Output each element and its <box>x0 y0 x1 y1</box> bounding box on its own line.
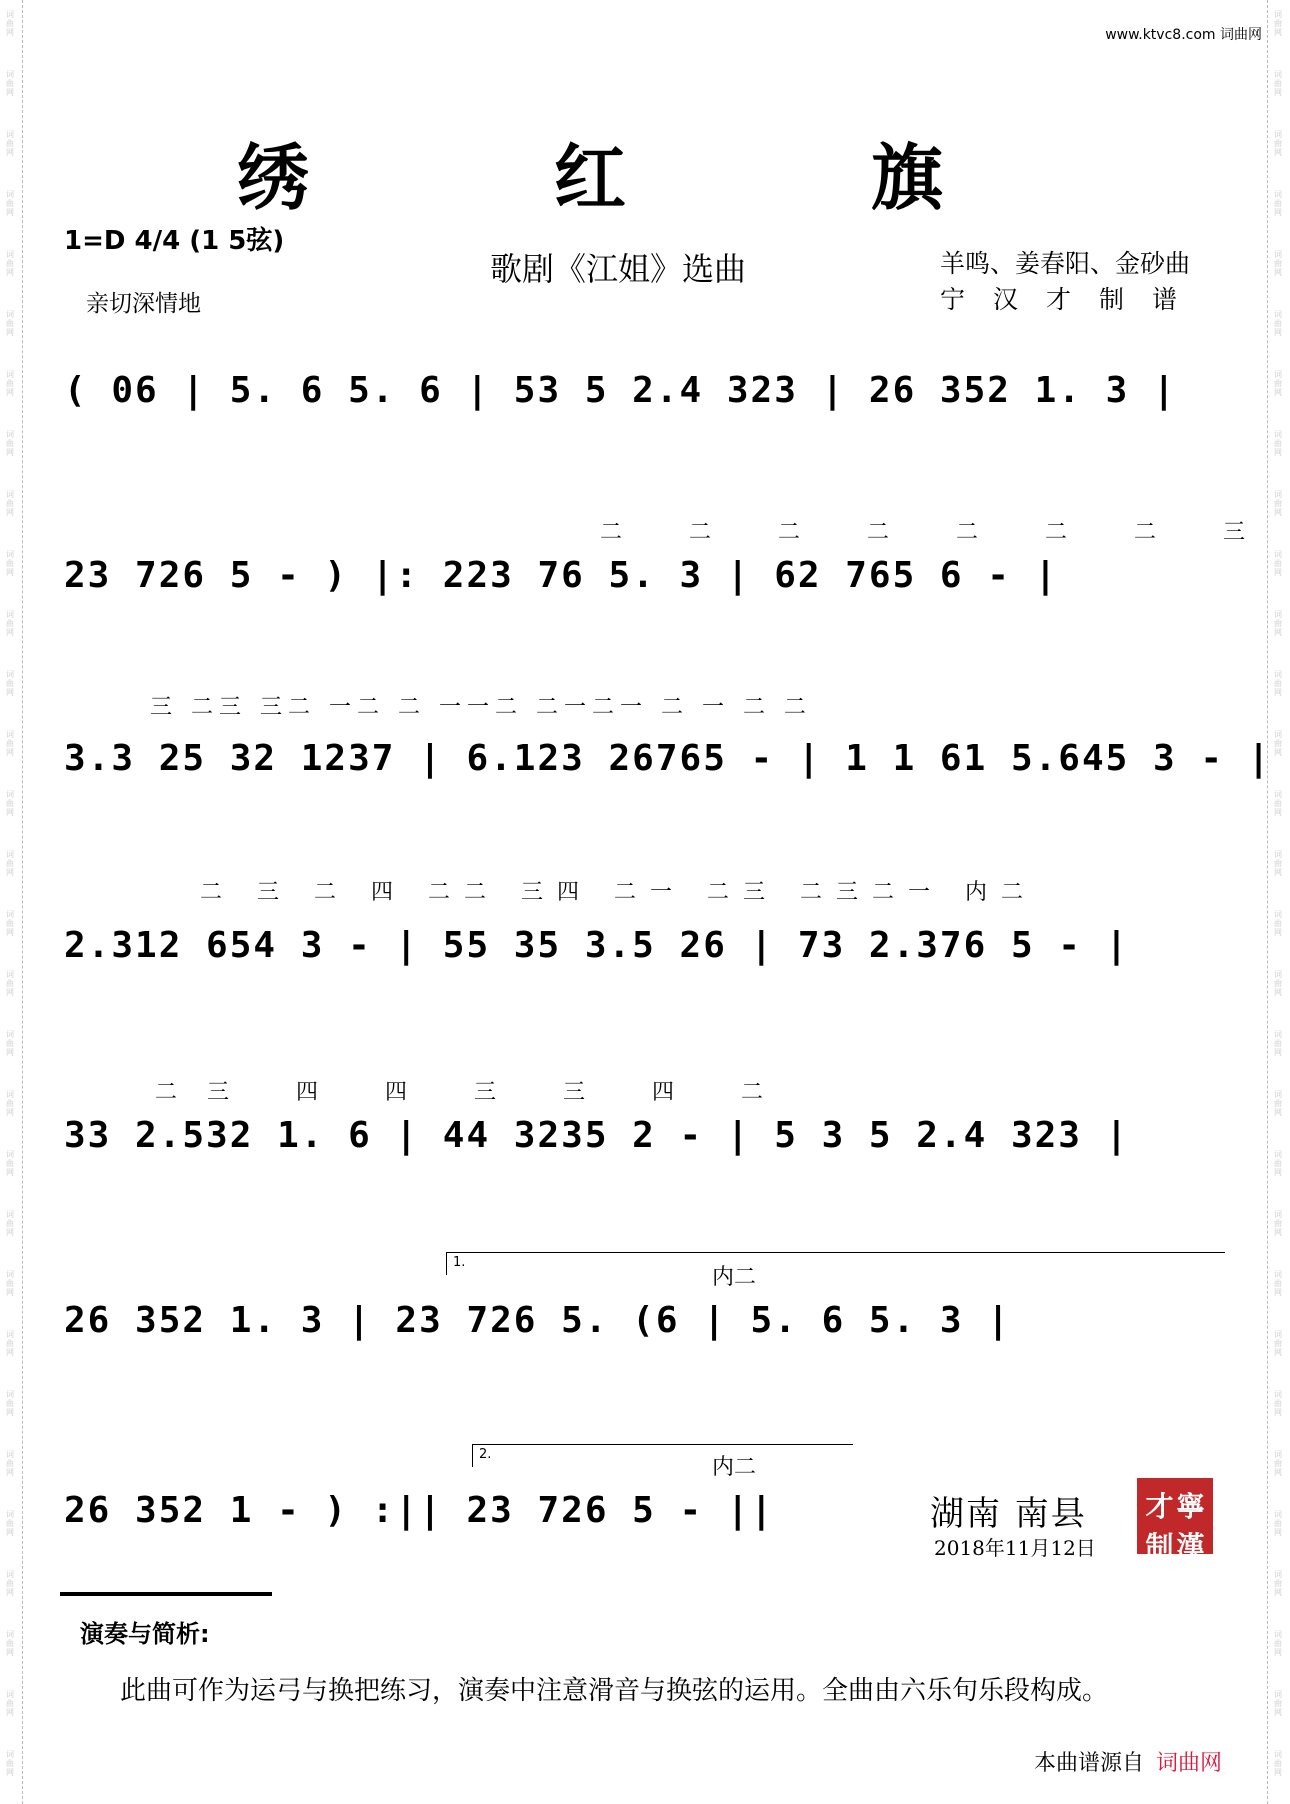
score-line-4 <box>0 875 1290 995</box>
watermark-text: 词曲网 <box>6 550 14 577</box>
watermark-text: 词曲网 <box>6 1450 14 1477</box>
volta-2-label: 2. <box>479 1447 492 1462</box>
notes-divider <box>60 1592 272 1596</box>
watermark-text: 词曲网 <box>6 850 14 877</box>
footer-credit <box>1034 1746 1222 1777</box>
watermark-text: 词曲网 <box>1274 1090 1282 1117</box>
name-seal <box>1137 1478 1213 1563</box>
watermark-text: 词曲网 <box>6 250 14 277</box>
score-line-5 <box>0 1065 1290 1185</box>
watermark-text: 词曲网 <box>6 670 14 697</box>
watermark-text: 词曲网 <box>6 10 14 37</box>
score-line-6-marks: 内二 <box>712 1265 757 1290</box>
score-line-5-notes: 33 2.532 1. 6 | 44 3235 2 - | 5 3 5 2.4 323 | <box>64 1115 1130 1156</box>
volta-1-label: 1. <box>453 1255 466 1270</box>
watermark-text: 词曲网 <box>6 1090 14 1117</box>
watermark-text: 词曲网 <box>1274 370 1282 397</box>
watermark-text: 词曲网 <box>6 910 14 937</box>
watermark-text: 词曲网 <box>6 1270 14 1297</box>
watermark-text: 词曲网 <box>6 1510 14 1537</box>
score-line-6 <box>0 1250 1290 1370</box>
watermark-text: 词曲网 <box>1274 910 1282 937</box>
score-line-1-notes: ( 06 | 5. 6 5. 6 | 53 5 2.4 323 | 26 352 1. 3 | <box>64 370 1177 411</box>
score-line-6-notes: 26 352 1. 3 | 23 726 5. (6 | 5. 6 5. 3 | <box>64 1300 1011 1341</box>
site-url[interactable]: www.ktvc8.com 词曲网 <box>1105 27 1262 43</box>
watermark-text: 词曲网 <box>1274 130 1282 157</box>
watermark-text: 词曲网 <box>1274 250 1282 277</box>
watermark-text: 词曲网 <box>1274 790 1282 817</box>
watermark-text: 词曲网 <box>6 1750 14 1777</box>
score-line-3-notes: 3.3 25 32 1237 | 6.123 26765 - | 1 1 61 5.645 3 - | <box>64 738 1272 779</box>
watermark-text: 词曲网 <box>1274 1630 1282 1657</box>
watermark-text: 词曲网 <box>1274 1150 1282 1177</box>
watermark-text: 词曲网 <box>1274 1510 1282 1537</box>
notes-heading: 演奏与简析: <box>80 1620 210 1648</box>
score-line-7-notes: 26 352 1 - ) :|| 23 726 5 - || <box>64 1490 775 1531</box>
watermark-text: 词曲网 <box>1274 1210 1282 1237</box>
signature-date: 2018年11月12日 <box>934 1536 1096 1560</box>
watermark-text: 词曲网 <box>6 490 14 517</box>
watermark-text: 词曲网 <box>6 790 14 817</box>
score-line-4-marks: 二 三 二 四 二二 三四 二一 二三 二三二一 内二 <box>200 880 1037 905</box>
arranger-credit: 宁汉才制谱 <box>940 285 1206 314</box>
key-signature: 1=D 4/4 (1 5弦) <box>64 226 285 256</box>
score-line-4-notes: 2.312 654 3 - | 55 35 3.5 26 | 73 2.376 5 - | <box>64 925 1130 966</box>
watermark-text: 词曲网 <box>1274 850 1282 877</box>
source-note: 歌剧《江姐》选曲 <box>490 250 747 288</box>
watermark-text: 词曲网 <box>1274 490 1282 517</box>
score-line-2 <box>0 510 1290 630</box>
score-line-3-marks: 三 二三 三二 一二 二 一一二 二一二一 二 一 二 二 <box>150 695 812 720</box>
score-line-1 <box>0 330 1290 450</box>
score-line-7-marks: 内二 <box>712 1455 757 1480</box>
watermark-text: 词曲网 <box>1274 1390 1282 1417</box>
watermark-text: 词曲网 <box>1274 1450 1282 1477</box>
watermark-text: 词曲网 <box>1274 550 1282 577</box>
footer-brand-link[interactable]: 词曲网 <box>1156 1751 1223 1776</box>
watermark-text: 词曲网 <box>6 190 14 217</box>
watermark-text: 词曲网 <box>1274 1270 1282 1297</box>
watermark-text: 词曲网 <box>6 1150 14 1177</box>
watermark-text: 词曲网 <box>6 370 14 397</box>
score-line-7 <box>0 1440 1290 1560</box>
song-title: 绣 红 旗 <box>236 135 1054 220</box>
watermark-text: 词曲网 <box>1274 190 1282 217</box>
watermark-text: 词曲网 <box>6 430 14 457</box>
seal-char: 漢 <box>1176 1530 1205 1563</box>
watermark-text: 词曲网 <box>6 1330 14 1357</box>
watermark-text: 词曲网 <box>1274 1750 1282 1777</box>
watermark-text: 词曲网 <box>1274 1330 1282 1357</box>
watermark-text: 词曲网 <box>6 1570 14 1597</box>
footer-label: 本曲谱源自 <box>1034 1751 1145 1776</box>
watermark-text: 词曲网 <box>1274 310 1282 337</box>
watermark-text: 词曲网 <box>6 610 14 637</box>
watermark-text: 词曲网 <box>6 310 14 337</box>
watermark-text: 词曲网 <box>6 970 14 997</box>
watermark-text: 词曲网 <box>6 1630 14 1657</box>
watermark-text: 词曲网 <box>1274 70 1282 97</box>
score-line-2-marks: 二 二 二 二 二 二 二 三 <box>600 520 1275 545</box>
watermark-text: 词曲网 <box>6 1690 14 1717</box>
watermark-text: 词曲网 <box>6 730 14 757</box>
seal-char: 制 <box>1145 1530 1174 1563</box>
signature-place: 湖南 南县 <box>930 1494 1087 1534</box>
seal-char: 才 <box>1145 1490 1174 1523</box>
composer-credit: 羊鸣、姜春阳、金砂曲 <box>940 249 1191 278</box>
watermark-text: 词曲网 <box>1274 1690 1282 1717</box>
watermark-text: 词曲网 <box>6 1030 14 1057</box>
watermark-text: 词曲网 <box>6 1210 14 1237</box>
watermark-text: 词曲网 <box>1274 670 1282 697</box>
score-line-5-marks: 二三 四 四 三 三 四 二 <box>155 1080 793 1105</box>
watermark-text: 词曲网 <box>1274 10 1282 37</box>
score-line-3 <box>0 690 1290 810</box>
watermark-text: 词曲网 <box>6 130 14 157</box>
watermark-text: 词曲网 <box>6 70 14 97</box>
tempo-marking: 亲切深情地 <box>86 291 201 317</box>
score-line-2-notes: 23 726 5 - ) |: 223 76 5. 3 | 62 765 6 - | <box>64 555 1059 596</box>
watermark-text: 词曲网 <box>6 1390 14 1417</box>
watermark-text: 词曲网 <box>1274 1030 1282 1057</box>
seal-char: 寧 <box>1176 1490 1205 1523</box>
watermark-text: 词曲网 <box>1274 610 1282 637</box>
watermark-text: 词曲网 <box>1274 970 1282 997</box>
notes-body: 此曲可作为运弓与换把练习，演奏中注意滑音与换弦的运用。全曲由六乐句乐段构成。 <box>120 1676 1109 1706</box>
watermark-text: 词曲网 <box>1274 730 1282 757</box>
watermark-text: 词曲网 <box>1274 430 1282 457</box>
watermark-text: 词曲网 <box>1274 1570 1282 1597</box>
